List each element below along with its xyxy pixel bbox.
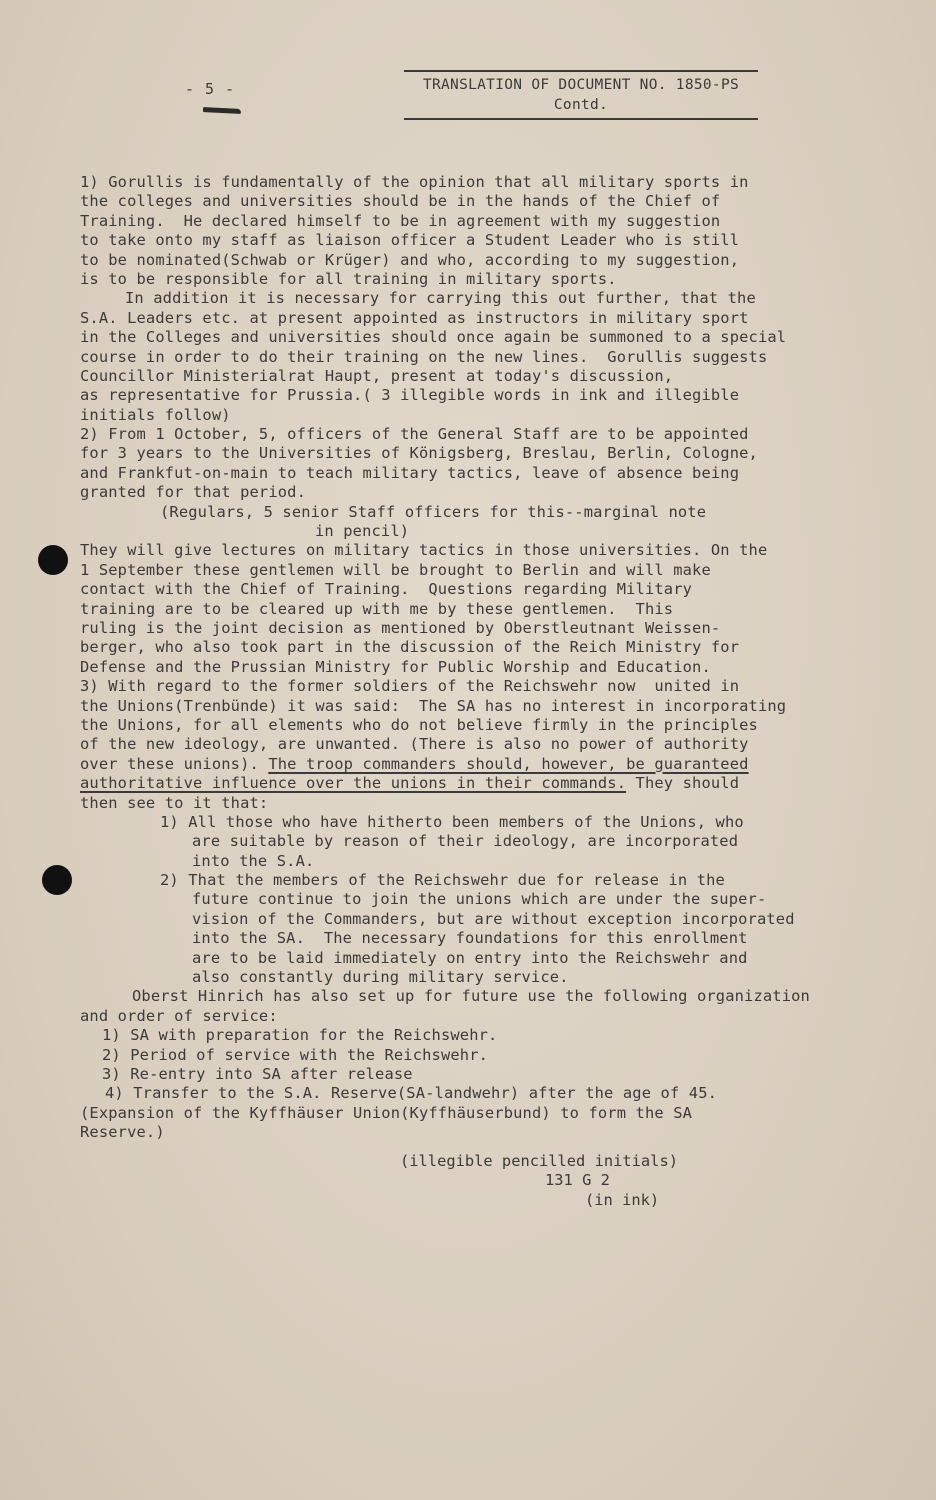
body-line: S.A. Leaders etc. at present appointed as instructors in military sport: [80, 308, 749, 327]
body-line: 1 September these gentlemen will be brought to Berlin and will make: [80, 560, 711, 579]
pen-mark: [203, 107, 241, 114]
list-item-cont: into the S.A.: [192, 851, 315, 870]
body-line: berger, who also took part in the discussion of the Reich Ministry for: [80, 638, 740, 657]
body-line: They will give lectures on military tactics in those universities. On the: [80, 541, 768, 560]
underlined-text: authoritative influence over the unions in their commands.: [80, 774, 627, 793]
document-body: [80, 173, 840, 1143]
body-line: ruling is the joint decision as mentioned by Oberstleutnant Weissen-: [80, 618, 721, 637]
body-line: to be nominated(Schwab or Krüger) and who, according to my suggestion,: [80, 250, 740, 269]
list-item-cont: future continue to join the unions which are under the super-: [192, 890, 767, 909]
body-line: 3) With regard to the former soldiers of the Reichswehr now united in: [80, 677, 740, 696]
footer-ink-note: (in ink): [585, 1190, 660, 1209]
list-item-cont: also constantly during military service.: [192, 968, 569, 987]
body-line: is to be responsible for all training in military sports.: [80, 269, 617, 288]
body-line: and order of service:: [80, 1006, 278, 1025]
body-line: [80, 774, 840, 793]
body-line: contact with the Chief of Training. Questions regarding Military: [80, 580, 693, 599]
body-line: Oberst Hinrich has also set up for future use the following organization: [132, 987, 810, 1006]
body-line: the Unions(Trenbünde) it was said: The SA has no interest in incorporating: [80, 696, 787, 715]
list-item-cont: are to be laid immediately on entry into the Reichswehr and: [192, 948, 748, 967]
footer-initials: [400, 1152, 700, 1210]
body-line: 1) Gorullis is fundamentally of the opinion that all military sports in: [80, 173, 749, 191]
body-line: the Unions, for all elements who do not believe firmly in the principles: [80, 715, 758, 734]
body-line: course in order to do their training on the new lines. Gorullis suggests: [80, 347, 768, 366]
body-text-segment: They should: [626, 774, 740, 793]
underlined-text: The troop commanders should, however, be guaranteed: [268, 754, 749, 773]
body-text-segment: over these unions).: [80, 754, 269, 773]
body-line: 2) From 1 October, 5, officers of the General Staff are to be appointed: [80, 425, 749, 444]
body-line: Defense and the Prussian Ministry for Public Worship and Education.: [80, 657, 711, 676]
order-item: 3) Re-entry into SA after release: [102, 1064, 413, 1083]
body-line: Training. He declared himself to be in agreement with my suggestion: [80, 211, 721, 230]
body-line: training are to be cleared up with me by these gentlemen. This: [80, 599, 674, 618]
body-line: of the new ideology, are unwanted. (There is also no power of authority: [80, 735, 749, 754]
document-header: [404, 70, 758, 120]
list-item-cont: are suitable by reason of their ideology, are incorporated: [192, 832, 739, 851]
punch-hole-top: [38, 545, 68, 575]
body-line: Reserve.): [80, 1123, 165, 1142]
list-item: 1) All those who have hitherto been members of the Unions, who: [160, 812, 744, 831]
list-item: 2) That the members of the Reichswehr due for release in the: [160, 871, 725, 890]
body-line: and Frankfut-on-main to teach military tactics, leave of absence being: [80, 463, 740, 482]
order-item: 4) Transfer to the S.A. Reserve(SA-landwehr) after the age of 45.: [105, 1084, 718, 1103]
body-line: [80, 755, 840, 774]
body-line: as representative for Prussia.( 3 illegible words in ink and illegible: [80, 386, 740, 405]
list-item-cont: into the SA. The necessary foundations for this enrollment: [192, 929, 748, 948]
header-contd: Contd.: [553, 97, 609, 113]
marginal-note: (Regulars, 5 senior Staff officers for this--marginal note: [160, 502, 707, 521]
marginal-note: in pencil): [315, 522, 410, 541]
body-line: then see to it that:: [80, 793, 269, 812]
footer-note: (illegible pencilled initials): [400, 1152, 678, 1170]
order-item: 2) Period of service with the Reichswehr.: [102, 1045, 489, 1064]
punch-hole-bottom: [42, 865, 72, 895]
body-line: In addition it is necessary for carrying this out further, that the: [125, 289, 756, 308]
header-title: TRANSLATION OF DOCUMENT NO. 1850-PS: [422, 77, 740, 93]
body-line: for 3 years to the Universities of Königsberg, Breslau, Berlin, Cologne,: [80, 444, 758, 463]
body-line: (Expansion of the Kyffhäuser Union(Kyffhäuserbund) to form the SA: [80, 1103, 693, 1122]
body-line: granted for that period.: [80, 483, 306, 502]
page-number: - 5 -: [185, 80, 236, 98]
body-line: Councillor Ministerialrat Haupt, present at today's discussion,: [80, 366, 674, 385]
order-item: 1) SA with preparation for the Reichswehr.: [102, 1026, 498, 1045]
document-code: 131 G 2: [545, 1171, 610, 1190]
body-line: initials follow): [80, 405, 231, 424]
body-line: in the Colleges and universities should once again be summoned to a special: [80, 328, 787, 347]
body-line: to take onto my staff as liaison officer a Student Leader who is still: [80, 231, 740, 250]
body-line: the colleges and universities should be in the hands of the Chief of: [80, 192, 721, 211]
list-item-cont: vision of the Commanders, but are without exception incorporated: [192, 909, 795, 928]
